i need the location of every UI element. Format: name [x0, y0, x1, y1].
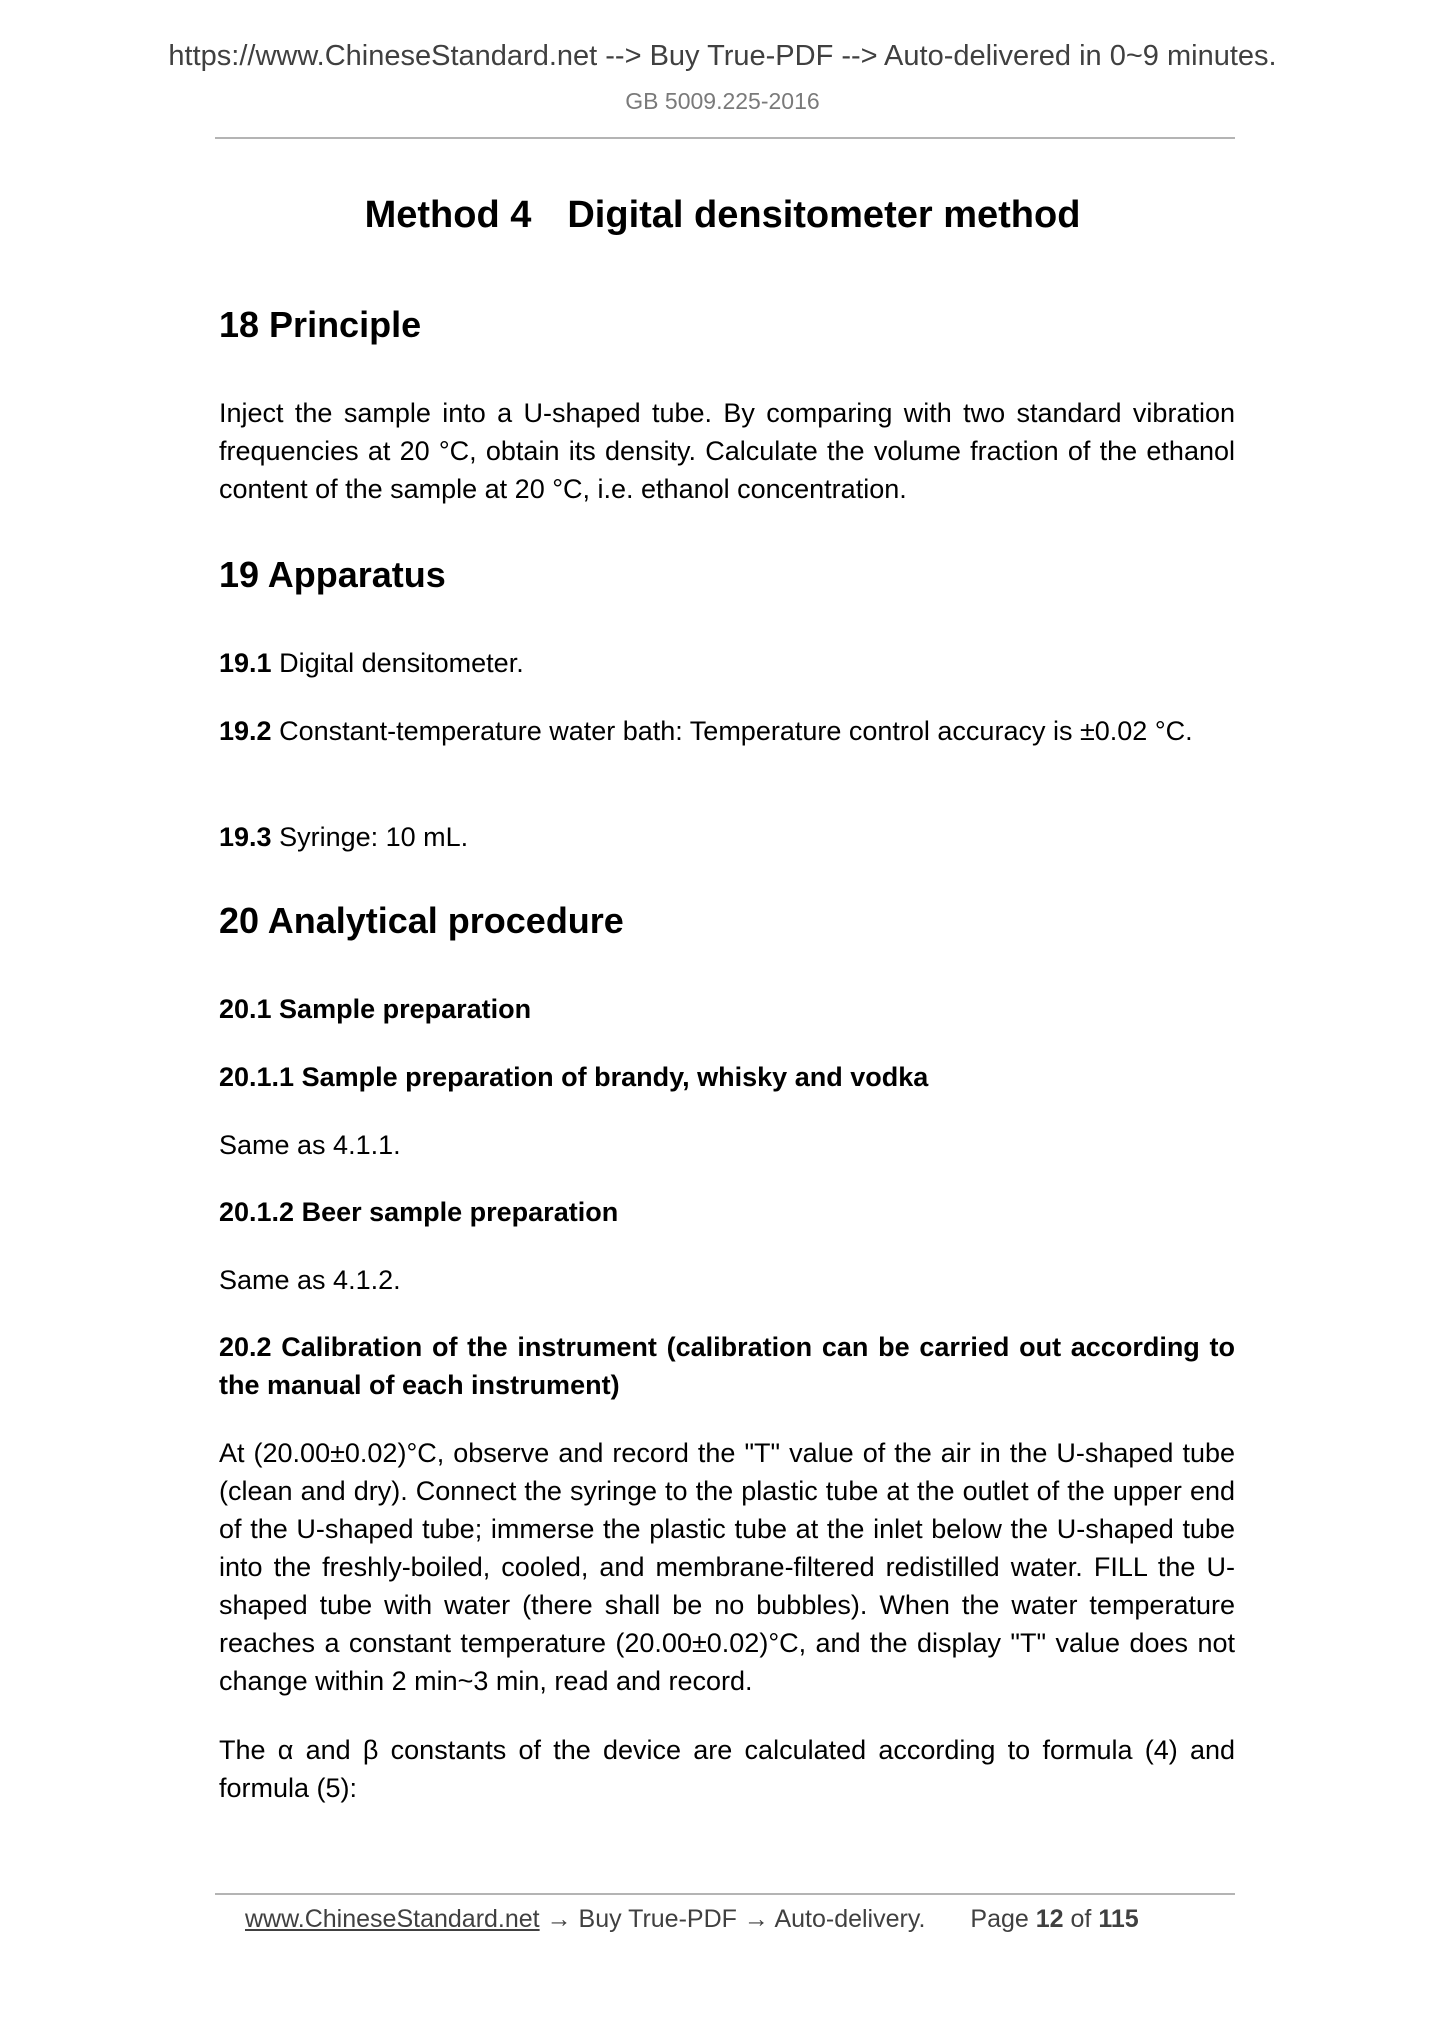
heading-19: 19 Apparatus — [219, 554, 446, 595]
page-label: Page — [970, 1905, 1029, 1933]
of-label: of — [1070, 1905, 1092, 1933]
method-name: Digital densitometer method — [567, 194, 1081, 236]
item-19-3 — [219, 818, 1235, 856]
item-text: Syringe: 10 mL. — [279, 822, 469, 852]
arrow-icon: → — [743, 1905, 769, 1933]
item-19-1 — [219, 644, 1235, 682]
footer-buy: Buy True-PDF — [578, 1905, 737, 1933]
formula-intro: The α and β constants of the device are calculated according to formula (4) and formula (5): — [219, 1735, 1235, 1803]
text-20-1-2: Same as 4.1.2. — [219, 1265, 401, 1295]
principle-text: Inject the sample into a U-shaped tube. By comparing with two standard vibration frequencies at 20 °C, obtain its density. Calculate the volume fraction of the ethanol content of the sample at 20 °C, i.e. ethanol concentration. — [219, 398, 1235, 504]
page-total: 115 — [1098, 1905, 1139, 1933]
heading-20-1-2: 20.1.2 Beer sample preparation — [219, 1197, 619, 1227]
heading-20: 20 Analytical procedure — [219, 900, 624, 941]
footer — [245, 1905, 1139, 1934]
page-title — [0, 194, 1445, 237]
heading-18: 18 Principle — [219, 304, 422, 345]
standard-code: GB 5009.225-2016 — [625, 88, 820, 114]
item-19-2 — [219, 712, 1235, 750]
method-number: Method 4 — [364, 194, 532, 236]
item-text: Digital densitometer. — [279, 648, 524, 678]
footer-delivery: Auto-delivery. — [774, 1905, 926, 1933]
item-text: Constant-temperature water bath: Temperature control accuracy is ±0.02 °C. — [279, 716, 1193, 746]
footer-link[interactable]: www.ChineseStandard.net — [245, 1905, 540, 1933]
text-20-2: At (20.00±0.02)°C, observe and record the "T" value of the air in the U-shaped tube (clean and dry). Connect the syringe to the plastic tube at the outlet of the upper end of the U-shaped tube; immerse the plastic tube at the inlet below the U-shaped tube into the freshly-boiled, cooled, and membrane-filtered redistilled water. FILL the U-shaped tube with water (there shall be no bubbles). When the water temperature reaches a constant temperature (20.00±0.02)°C, and the display "T" value does not change within 2 min~3 min, read and record. — [219, 1438, 1235, 1696]
arrow-icon: → — [546, 1905, 572, 1933]
page-number: 12 — [1035, 1905, 1064, 1933]
header-banner: https://www.ChineseStandard.net --> Buy True-PDF --> Auto-delivered in 0~9 minutes. — [168, 40, 1277, 72]
item-number: 19.3 — [219, 822, 272, 852]
item-number: 19.2 — [219, 716, 272, 746]
header-divider — [215, 137, 1235, 139]
text-20-1-1: Same as 4.1.1. — [219, 1130, 401, 1160]
footer-divider — [215, 1893, 1235, 1895]
heading-20-1-1: 20.1.1 Sample preparation of brandy, whisky and vodka — [219, 1062, 929, 1092]
heading-20-2: 20.2 Calibration of the instrument (calibration can be carried out according to the manual of each instrument) — [219, 1332, 1235, 1400]
item-number: 19.1 — [219, 648, 272, 678]
heading-20-1: 20.1 Sample preparation — [219, 994, 532, 1024]
